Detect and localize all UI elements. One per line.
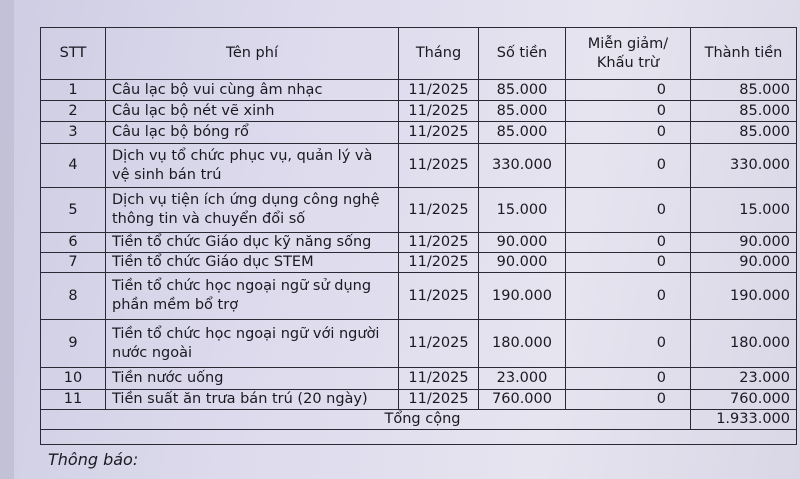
header-month: Tháng bbox=[399, 28, 479, 80]
discount-cell: 0 bbox=[566, 233, 691, 253]
total-cell: 85.000 bbox=[691, 80, 797, 101]
month-cell: 11/2025 bbox=[399, 253, 479, 273]
total-cell: 90.000 bbox=[691, 253, 797, 273]
amount-cell: 330.000 bbox=[479, 144, 566, 188]
total-cell: 85.000 bbox=[691, 101, 797, 122]
month-cell: 11/2025 bbox=[399, 368, 479, 390]
stt-cell: 3 bbox=[41, 122, 106, 144]
header-discount: Miễn giảm/ Khấu trừ bbox=[566, 28, 691, 80]
total-cell: 760.000 bbox=[691, 390, 797, 410]
discount-cell: 0 bbox=[566, 368, 691, 390]
amount-cell: 85.000 bbox=[479, 101, 566, 122]
stt-cell: 11 bbox=[41, 390, 106, 410]
month-cell: 11/2025 bbox=[399, 390, 479, 410]
name-cell: Dịch vụ tiện ích ứng dụng công nghệ thông tin và chuyển đổi số bbox=[106, 188, 399, 233]
month-cell: 11/2025 bbox=[399, 80, 479, 101]
name-cell: Tiền tổ chức Giáo dục kỹ năng sống bbox=[106, 233, 399, 253]
total-cell: 330.000 bbox=[691, 144, 797, 188]
amount-cell: 190.000 bbox=[479, 273, 566, 320]
stt-cell: 1 bbox=[41, 80, 106, 101]
table-row bbox=[41, 101, 797, 122]
stt-cell: 10 bbox=[41, 368, 106, 390]
fee-table bbox=[40, 27, 797, 445]
empty-cell bbox=[41, 430, 797, 445]
total-cell: 180.000 bbox=[691, 320, 797, 368]
total-cell: 15.000 bbox=[691, 188, 797, 233]
name-cell: Câu lạc bộ bóng rổ bbox=[106, 122, 399, 144]
discount-cell: 0 bbox=[566, 80, 691, 101]
table-row bbox=[41, 122, 797, 144]
empty-row bbox=[41, 430, 797, 445]
total-cell: 85.000 bbox=[691, 122, 797, 144]
amount-cell: 23.000 bbox=[479, 368, 566, 390]
total-cell: 23.000 bbox=[691, 368, 797, 390]
table-row bbox=[41, 253, 797, 273]
stt-cell: 6 bbox=[41, 233, 106, 253]
total-cell: 190.000 bbox=[691, 273, 797, 320]
month-cell: 11/2025 bbox=[399, 320, 479, 368]
discount-cell: 0 bbox=[566, 273, 691, 320]
discount-cell: 0 bbox=[566, 253, 691, 273]
header-name: Tên phí bbox=[106, 28, 399, 80]
amount-cell: 85.000 bbox=[479, 122, 566, 144]
stt-cell: 9 bbox=[41, 320, 106, 368]
discount-cell: 0 bbox=[566, 101, 691, 122]
header-stt: STT bbox=[41, 28, 106, 80]
table-row bbox=[41, 320, 797, 368]
stt-cell: 4 bbox=[41, 144, 106, 188]
total-row bbox=[41, 410, 797, 430]
stt-cell: 7 bbox=[41, 253, 106, 273]
total-cell: 90.000 bbox=[691, 233, 797, 253]
table-row bbox=[41, 368, 797, 390]
stt-cell: 8 bbox=[41, 273, 106, 320]
discount-cell: 0 bbox=[566, 144, 691, 188]
name-cell: Dịch vụ tổ chức phục vụ, quản lý và vệ sinh bán trú bbox=[106, 144, 399, 188]
table-row bbox=[41, 233, 797, 253]
discount-cell: 0 bbox=[566, 188, 691, 233]
month-cell: 11/2025 bbox=[399, 273, 479, 320]
total-label: Tổng cộng bbox=[41, 410, 691, 430]
stt-cell: 2 bbox=[41, 101, 106, 122]
month-cell: 11/2025 bbox=[399, 122, 479, 144]
name-cell: Tiền tổ chức học ngoại ngữ sử dụng phần mềm bổ trợ bbox=[106, 273, 399, 320]
month-cell: 11/2025 bbox=[399, 188, 479, 233]
table-row bbox=[41, 188, 797, 233]
note-heading: Thông báo: bbox=[48, 450, 139, 469]
month-cell: 11/2025 bbox=[399, 233, 479, 253]
table-row bbox=[41, 390, 797, 410]
table-row bbox=[41, 144, 797, 188]
month-cell: 11/2025 bbox=[399, 101, 479, 122]
name-cell: Câu lạc bộ vui cùng âm nhạc bbox=[106, 80, 399, 101]
table-row bbox=[41, 80, 797, 101]
header-total: Thành tiền bbox=[691, 28, 797, 80]
amount-cell: 15.000 bbox=[479, 188, 566, 233]
amount-cell: 90.000 bbox=[479, 233, 566, 253]
amount-cell: 85.000 bbox=[479, 80, 566, 101]
name-cell: Tiền nước uống bbox=[106, 368, 399, 390]
amount-cell: 180.000 bbox=[479, 320, 566, 368]
grand-total: 1.933.000 bbox=[691, 410, 797, 430]
amount-cell: 760.000 bbox=[479, 390, 566, 410]
discount-cell: 0 bbox=[566, 390, 691, 410]
name-cell: Tiền suất ăn trưa bán trú (20 ngày) bbox=[106, 390, 399, 410]
name-cell: Tiền tổ chức học ngoại ngữ với người nước ngoài bbox=[106, 320, 399, 368]
name-cell: Câu lạc bộ nét vẽ xinh bbox=[106, 101, 399, 122]
month-cell: 11/2025 bbox=[399, 144, 479, 188]
header-amount: Số tiền bbox=[479, 28, 566, 80]
paper-edge bbox=[0, 0, 14, 479]
table-header bbox=[41, 28, 797, 80]
name-cell: Tiền tổ chức Giáo dục STEM bbox=[106, 253, 399, 273]
table-row bbox=[41, 273, 797, 320]
discount-cell: 0 bbox=[566, 122, 691, 144]
discount-cell: 0 bbox=[566, 320, 691, 368]
stt-cell: 5 bbox=[41, 188, 106, 233]
amount-cell: 90.000 bbox=[479, 253, 566, 273]
